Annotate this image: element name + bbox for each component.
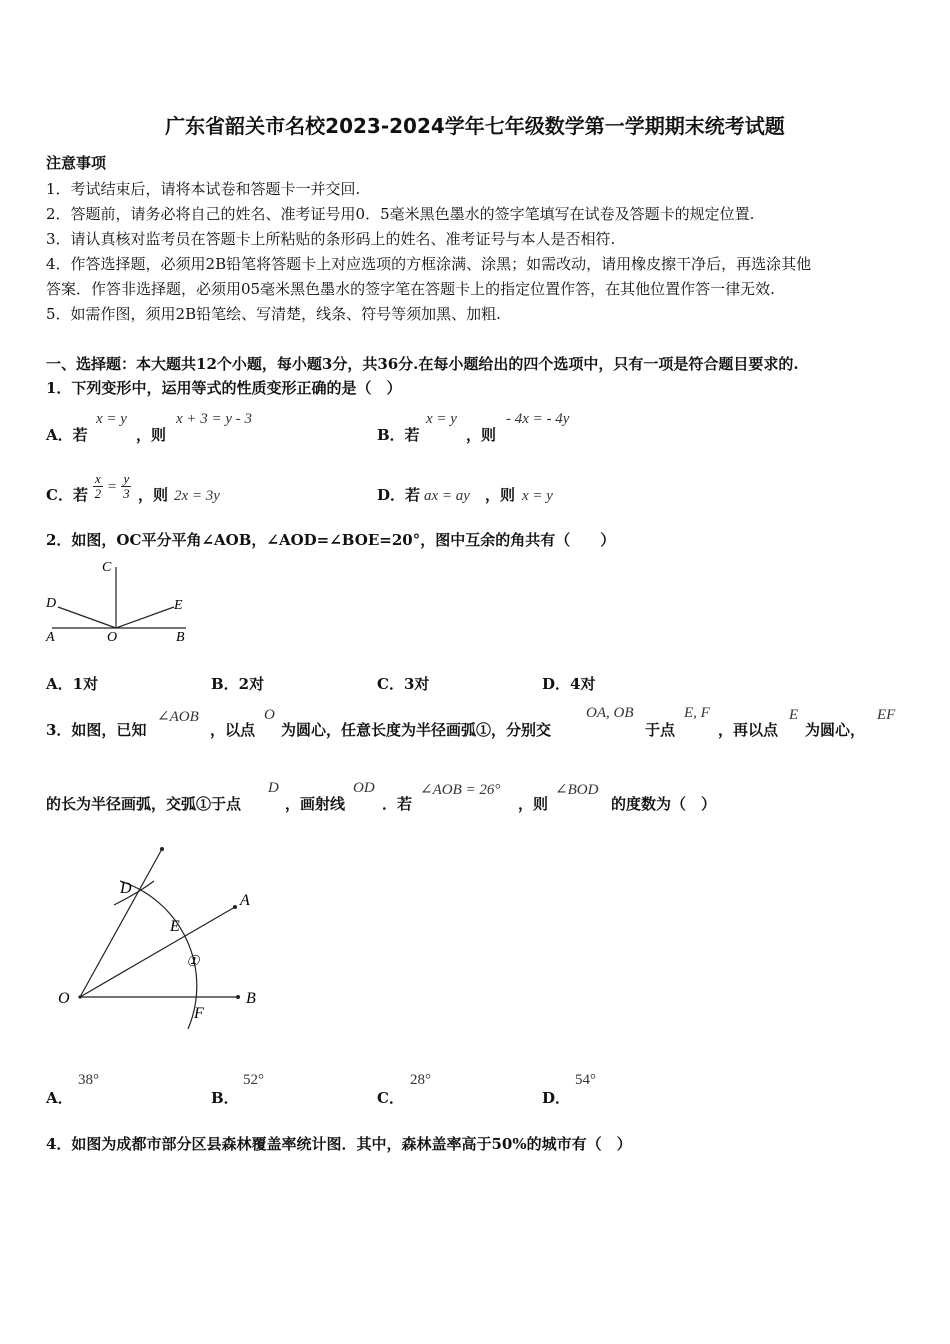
notice-item: 5．如需作图，须用2B铅笔绘、写清楚，线条、符号等须加黑、加粗. <box>46 305 501 323</box>
ray-od <box>80 849 162 997</box>
notice-heading: 注意事项 <box>46 154 107 172</box>
notice-item: 2．答题前，请务必将自己的姓名、准考证号用0．5毫米黑色墨水的签字笔填写在试卷及答题卡的规定位置. <box>46 205 755 223</box>
ray-od <box>58 607 116 628</box>
ray-oe <box>116 607 174 628</box>
q1-option-c-then: ，则 <box>138 486 169 504</box>
equals-sign: = <box>107 479 117 495</box>
q1-option-b-condition: x = y <box>426 411 457 427</box>
notice-item: 1．考试结束后，请将本试卷和答题卡一并交回. <box>46 180 361 198</box>
denominator: 2 <box>94 486 102 501</box>
q3-option-b-label: B． <box>211 1089 239 1107</box>
q3-text: ，再以点 <box>718 721 779 739</box>
q1-option-d-then: ，则 <box>485 486 516 504</box>
label-b: B <box>176 630 185 645</box>
ray-oa <box>80 907 235 997</box>
q1-option-d-result: x = y <box>522 488 553 504</box>
q3-text: 的长为半径画弧，交弧①于点 <box>46 795 242 813</box>
q3-text: ，画射线 <box>285 795 346 813</box>
section-heading: 一、选择题：本大题共12个小题，每小题3分，共36分.在每小题给出的四个选项中，只有一项是符合题目要求的. <box>46 355 799 373</box>
q1-option-d-condition: ax = ay <box>424 488 470 504</box>
construction-figure-q3 <box>50 835 280 1040</box>
label-arc-1: ① <box>186 954 200 970</box>
q3-math-point-d: D <box>268 780 279 796</box>
q1-option-c-condition <box>93 472 131 501</box>
q3-math-point-o: O <box>264 707 275 723</box>
q3-text: 的度数为（ ） <box>611 795 717 813</box>
denominator: 3 <box>123 486 130 501</box>
label-a: A <box>46 630 55 645</box>
notice-item: 3．请认真核对监考员在答题卡上所粘贴的条形码上的姓名、准考证号与本人是否相符. <box>46 230 616 248</box>
label-b: B <box>246 990 256 1007</box>
q1-option-d-label: D．若 <box>377 486 421 504</box>
q1-option-a-condition: x = y <box>96 411 127 427</box>
label-e: E <box>170 918 180 935</box>
q3-math-od: OD <box>353 780 375 796</box>
q3-option-d-label: D． <box>542 1089 571 1107</box>
numerator: x <box>95 471 101 486</box>
label-a: A <box>240 892 250 909</box>
q3-text: ．若 <box>382 795 413 813</box>
q3-option-d-value: 54° <box>575 1072 596 1088</box>
label-o: O <box>58 990 70 1007</box>
q3-math-angle-aob: ∠AOB <box>157 709 199 725</box>
q1-option-c-result: 2x = 3y <box>174 488 220 504</box>
q1-option-a-result: x + 3 = y - 3 <box>176 411 253 427</box>
label-e: E <box>174 598 183 613</box>
q3-text: 3．如图，已知 <box>46 721 147 739</box>
notice-item: 答案．作答非选择题，必须用05毫米黑色墨水的签字笔在答题卡上的指定位置作答，在其他位置作答一律无效. <box>46 280 775 298</box>
q3-option-a-value: 38° <box>78 1072 99 1088</box>
q1-option-a-label: A．若 <box>46 426 88 444</box>
q3-math-oa-ob: OA, OB <box>586 705 634 721</box>
page-title: 广东省韶关市名校2023-2024学年七年级数学第一学期期末统考试题 <box>165 114 785 138</box>
point-a <box>233 905 237 909</box>
q3-text: 为圆心， <box>805 721 866 739</box>
question-1-stem: 1．下列变形中，运用等式的性质变形正确的是（ ） <box>46 379 402 397</box>
question-4-stem: 4．如图为成都市部分区县森林覆盖率统计图．其中，森林盖率高于50%的城市有（ ） <box>46 1135 632 1153</box>
q2-option-c: C．3对 <box>377 675 430 693</box>
q1-option-a-then: ，则 <box>136 426 167 444</box>
q3-text: 为圆心，任意长度为半径画弧①，分别交 <box>281 721 552 739</box>
question-2-stem: 2．如图，OC平分平角∠AOB，∠AOD=∠BOE=20°，图中互余的角共有（ ） <box>46 531 616 549</box>
q3-option-c-label: C． <box>377 1089 404 1107</box>
q2-option-b: B．2对 <box>211 675 265 693</box>
q3-math-e-f: E, F <box>684 705 710 721</box>
label-f: F <box>194 1005 204 1022</box>
q3-math-point-e: E <box>789 707 799 723</box>
q3-math-angle-value: ∠AOB = 26° <box>420 782 501 798</box>
point-b <box>236 995 240 999</box>
fraction <box>121 472 131 501</box>
label-d: D <box>46 596 57 611</box>
q2-option-d: D．4对 <box>542 675 596 693</box>
q1-option-c-label: C．若 <box>46 486 88 504</box>
angle-figure-q2 <box>44 555 204 647</box>
label-c: C <box>102 560 112 575</box>
q1-option-b-result: - 4x = - 4y <box>506 411 570 427</box>
numerator: y <box>123 471 130 486</box>
q3-math-ef: EF <box>877 707 896 723</box>
point-ray-end <box>160 847 164 851</box>
notice-item: 4．作答选择题，必须用2B铅笔将答题卡上对应选项的方框涂满、涂黑；如需改动，请用橡皮擦干净后，再选涂其他 <box>46 255 812 273</box>
q3-text: ，则 <box>518 795 549 813</box>
q3-text: 于点 <box>645 721 676 739</box>
q3-math-angle-bod: ∠BOD <box>555 782 599 798</box>
q1-option-b-label: B．若 <box>377 426 420 444</box>
q2-option-a: A．1对 <box>46 675 99 693</box>
q3-text: ，以点 <box>210 721 256 739</box>
q1-option-b-then: ，则 <box>466 426 497 444</box>
q3-option-c-value: 28° <box>410 1072 431 1088</box>
fraction <box>93 472 103 501</box>
q3-option-b-value: 52° <box>243 1072 264 1088</box>
label-o: O <box>107 630 118 645</box>
point-o <box>78 995 81 998</box>
q3-option-a-label: A． <box>46 1089 73 1107</box>
label-d: D <box>120 880 132 897</box>
